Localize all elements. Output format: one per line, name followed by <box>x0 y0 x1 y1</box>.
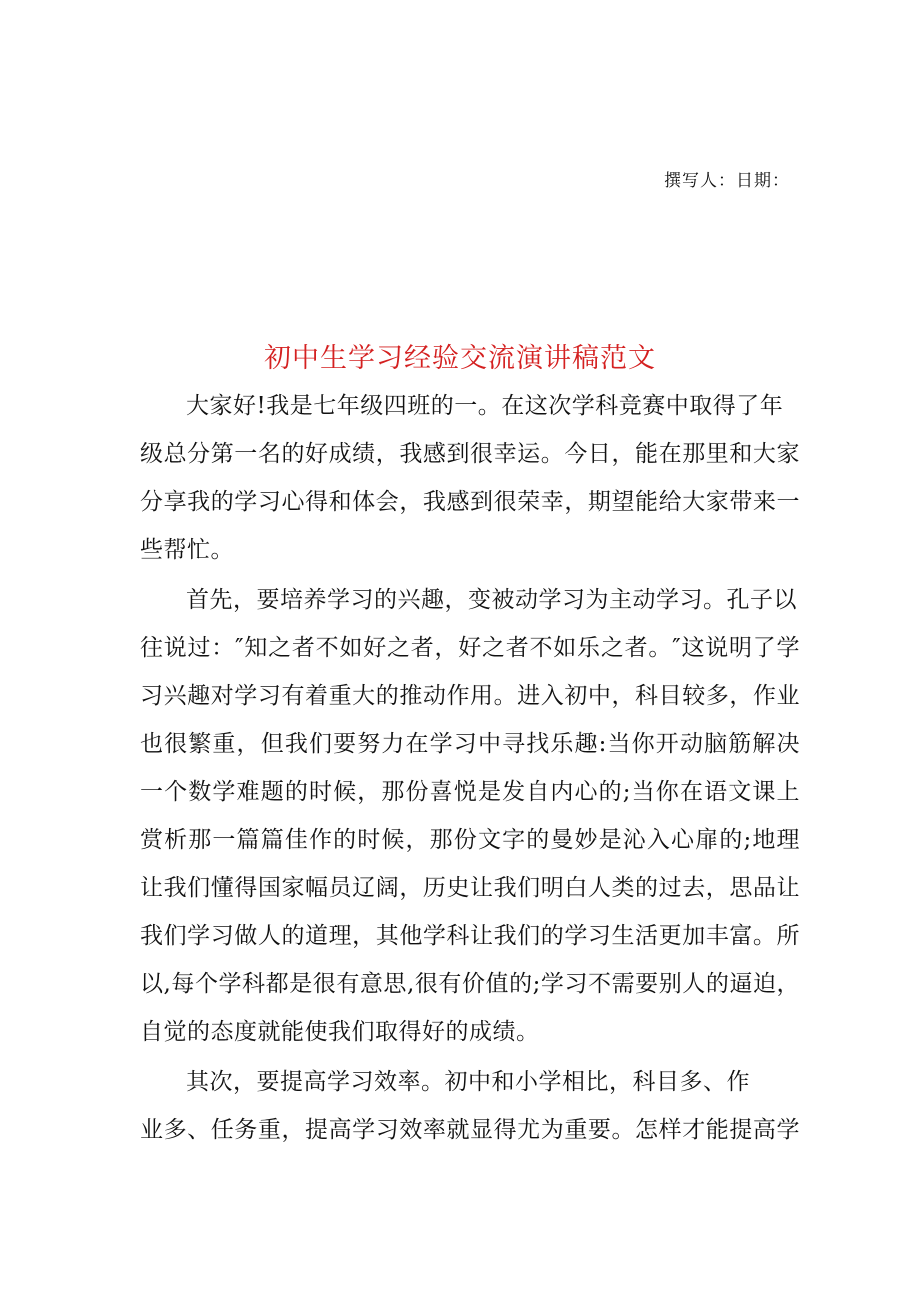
paragraph-line: 习兴趣对学习有着重大的推动作用。进入初中，科目较多，作业 <box>140 683 800 709</box>
paragraph-line: 以,每个学科都是很有意思,很有价值的;学习不需要别人的逼迫， <box>140 971 800 997</box>
paragraph-line: 也很繁重，但我们要努力在学习中寻找乐趣:当你开动脑筋解决 <box>140 731 800 757</box>
paragraph-efficiency <box>140 1058 800 1154</box>
paragraph-line: 其次，要提高学习效率。初中和小学相比，科目多、作 <box>186 1069 750 1095</box>
paragraph-line: 往说过：″知之者不如好之者，好之者不如乐之者。″这说明了学 <box>140 635 800 661</box>
paragraph-line: 级总分第一名的好成绩，我感到很幸运。今日，能在那里和大家 <box>140 441 800 467</box>
document-title: 初中生学习经验交流演讲稿范文 <box>264 343 656 374</box>
paragraph-greeting <box>140 382 800 574</box>
paragraph-line: 分享我的学习心得和体会，我感到很荣幸，期望能给大家带来一 <box>140 489 800 515</box>
paragraph-line: 我们学习做人的道理，其他学科让我们的学习生活更加丰富。所 <box>140 923 800 949</box>
paragraph-line: 让我们懂得国家幅员辽阔，历史让我们明白人类的过去，思品让 <box>140 875 800 901</box>
paragraph-line: 赏析那一篇篇佳作的时候，那份文字的曼妙是沁入心扉的;地理 <box>140 827 800 853</box>
paragraph-line: 业多、任务重，提高学习效率就显得尤为重要。怎样才能提高学 <box>140 1117 800 1143</box>
paragraph-line: 大家好!我是七年级四班的一。在这次学科竞赛中取得了年 <box>186 393 784 419</box>
paragraph-line: 些帮忙。 <box>140 537 234 563</box>
paragraph-line: 首先，要培养学习的兴趣，变被动学习为主动学习。孔子以 <box>186 587 797 613</box>
paragraph-line: 一个数学难题的时候，那份喜悦是发自内心的;当你在语文课上 <box>140 779 800 805</box>
author-date-line: 撰写人：日期： <box>664 171 790 191</box>
paragraph-interest <box>140 576 800 1056</box>
paragraph-line: 自觉的态度就能使我们取得好的成绩。 <box>140 1019 540 1045</box>
